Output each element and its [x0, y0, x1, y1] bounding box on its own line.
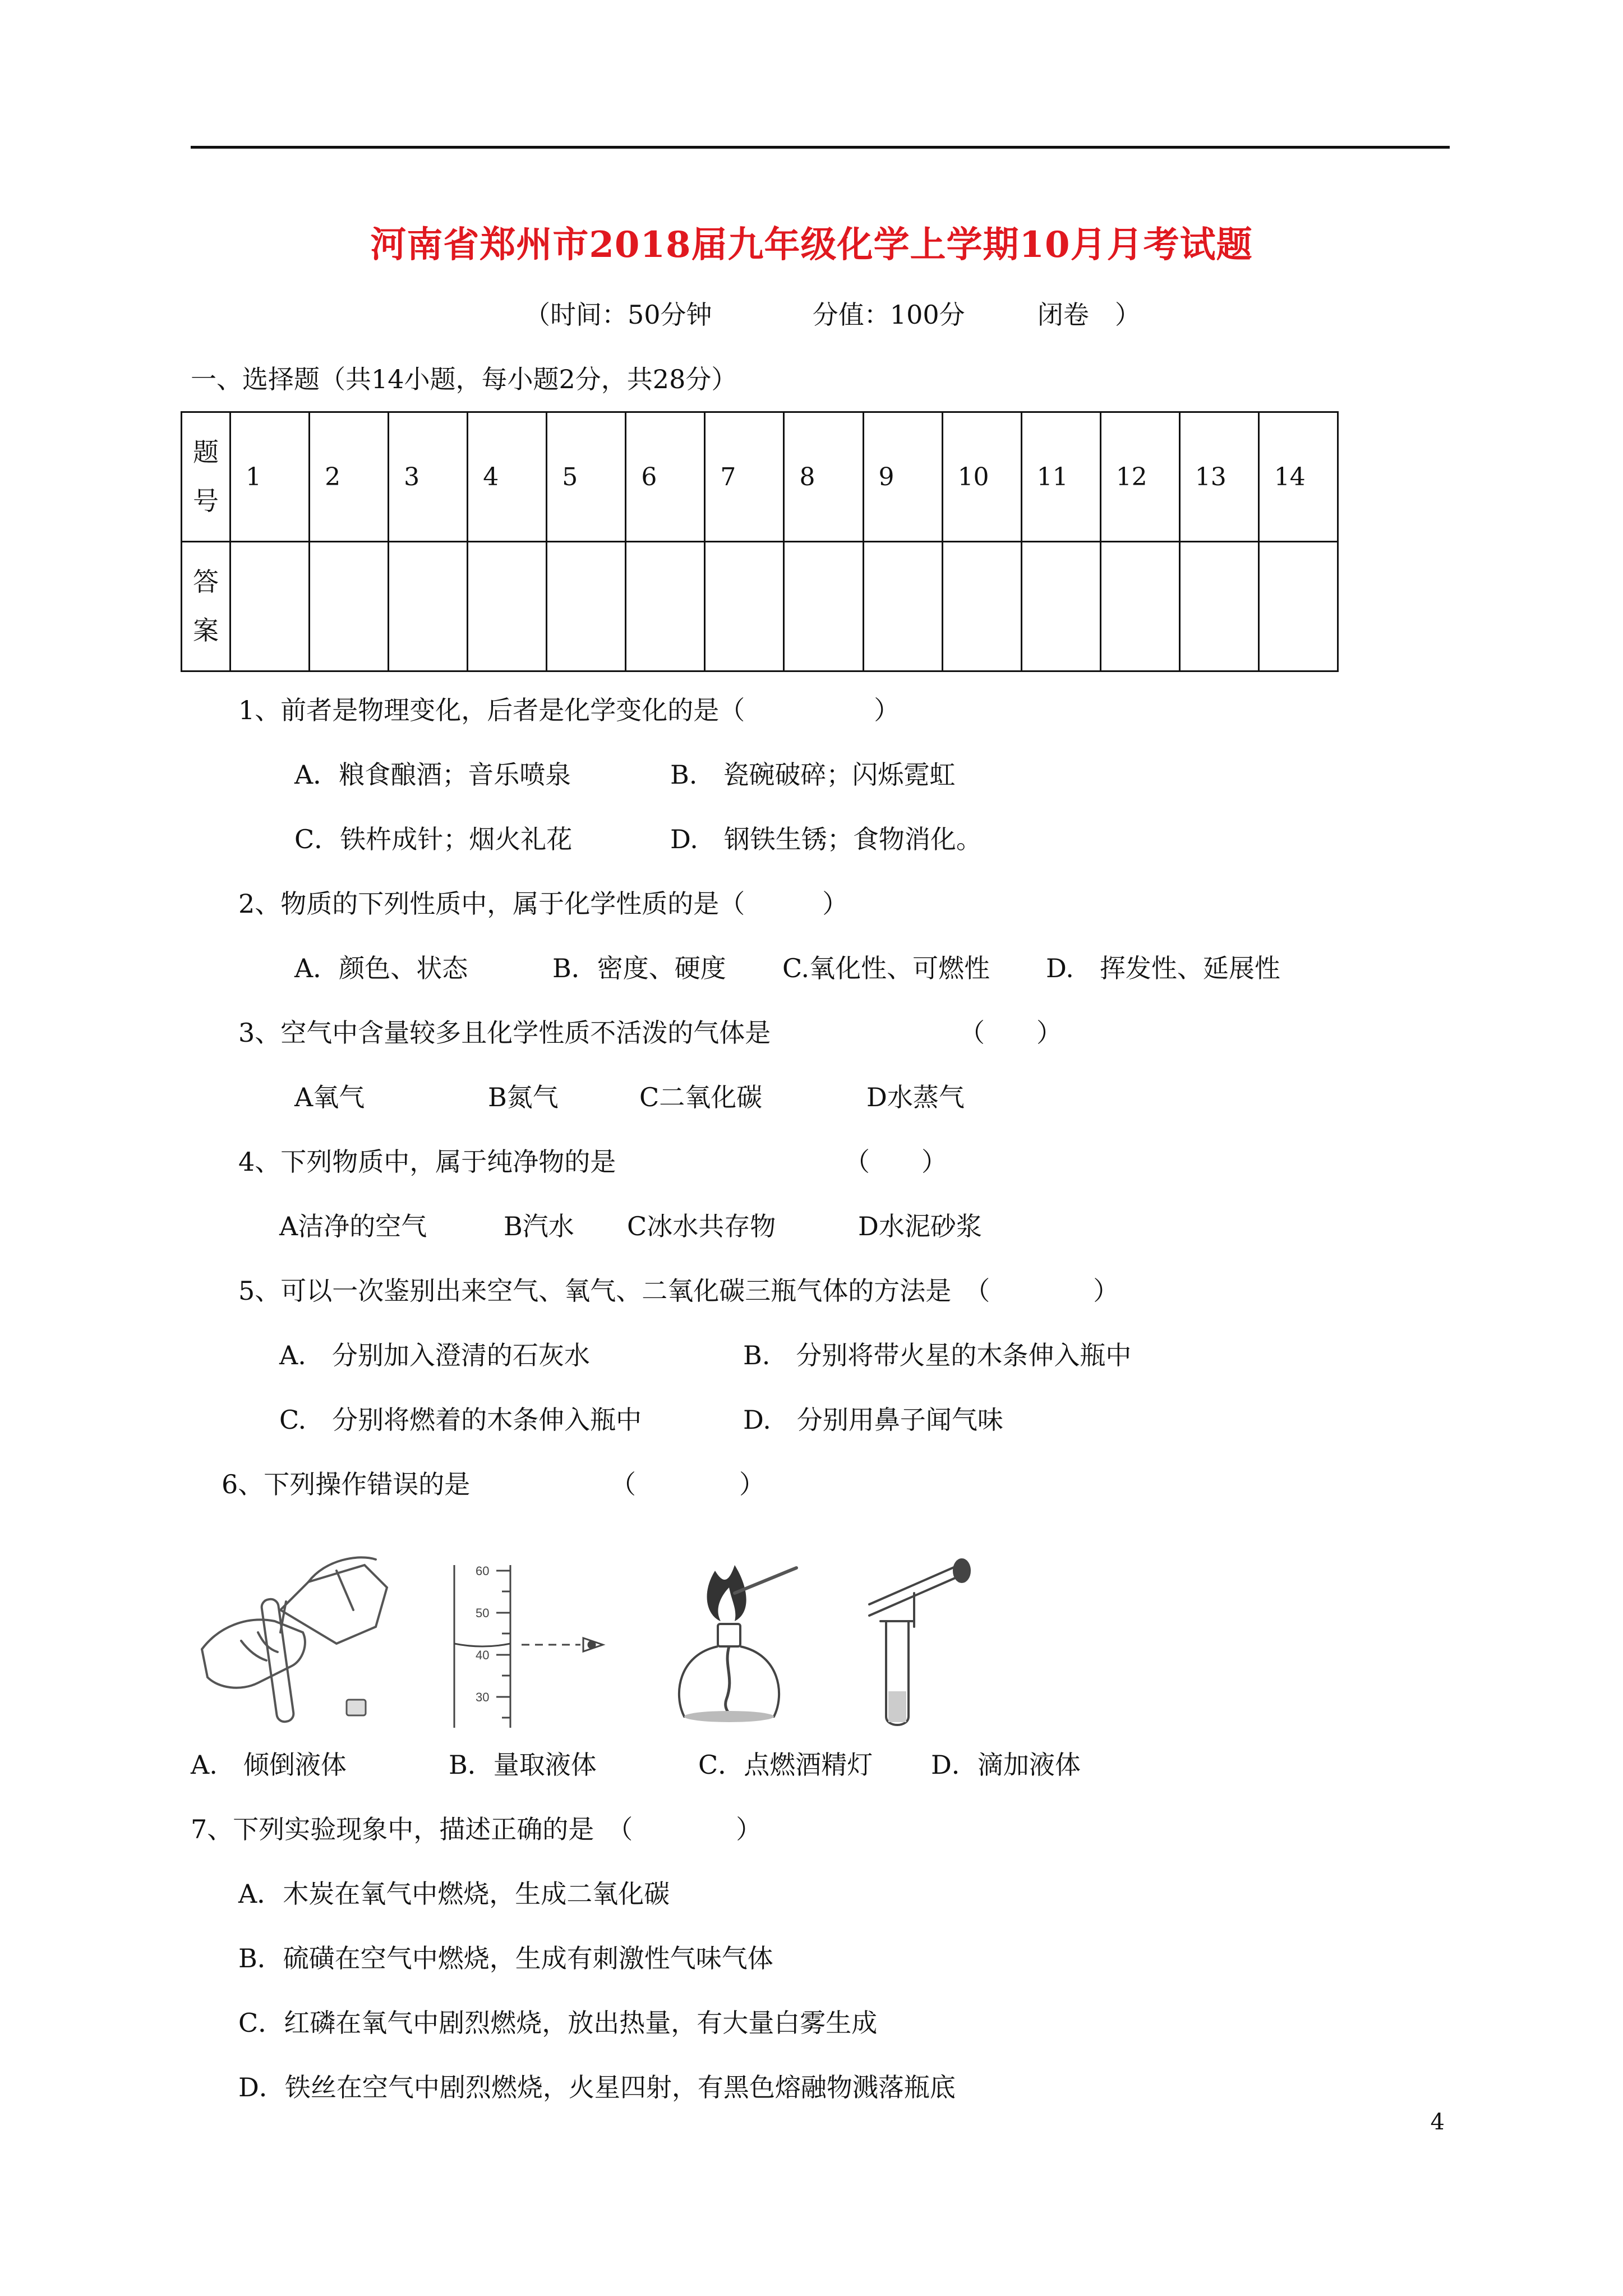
answer-cell[interactable]: [705, 542, 784, 671]
question-number: 6: [626, 412, 705, 542]
section-heading: 一、选择题（共14小题，每小题2分，共28分）: [191, 364, 737, 394]
page-title: 河南省郑州市2018届九年级化学上学期10月月考试题: [370, 224, 1253, 266]
question-number: 14: [1258, 412, 1338, 542]
q6-stem: 6、下列操作错误的是: [222, 1469, 471, 1499]
alcohol-lamp-figure: [662, 1554, 808, 1733]
table-row: [182, 412, 1338, 542]
q2-option-b: B．密度、硬度: [552, 953, 726, 983]
question-number: 4: [468, 412, 547, 542]
answer-cell[interactable]: [1021, 542, 1100, 671]
exam-score: 分值：100分: [812, 300, 965, 330]
q7-option-a: A．木炭在氧气中燃烧，生成二氧化碳: [238, 1879, 670, 1909]
q7-option-c: C．红磷在氧气中剧烈燃烧，放出热量，有大量白雾生成: [238, 2008, 878, 2038]
question-number: 11: [1021, 412, 1100, 542]
q5-option-a: A. 分别加入澄清的石灰水: [279, 1340, 590, 1370]
question-number: 2: [310, 412, 389, 542]
q3-option-d: D水蒸气: [866, 1082, 965, 1112]
answer-cell[interactable]: [1179, 542, 1258, 671]
q7-option-b: B．硫磺在空气中燃烧，生成有刺激性气味气体: [238, 1943, 773, 1973]
header-label: 题 号: [182, 412, 230, 542]
q1-option-b: B. 瓷碗破碎；闪烁霓虹: [670, 760, 956, 790]
exam-time: （时间：50分钟: [524, 300, 712, 330]
answer-cell[interactable]: [468, 542, 547, 671]
q6-option-d: D．滴加液体: [931, 1750, 1081, 1780]
answer-cell[interactable]: [1258, 542, 1338, 671]
answer-cell[interactable]: [547, 542, 626, 671]
q5-option-d: D. 分别用鼻子闻气味: [743, 1405, 1003, 1435]
q7-stem: 7、下列实验现象中，描述正确的是 （ ）: [191, 1814, 762, 1844]
q3-option-b: B氮气: [488, 1082, 559, 1112]
exam-closed: 闭卷 ）: [1037, 300, 1141, 330]
question-number: 3: [389, 412, 468, 542]
dropper-test-tube-figure: [852, 1554, 981, 1733]
question-number: 12: [1100, 412, 1179, 542]
q5-stem: 5、可以一次鉴别出来空气、氧气、二氧化碳三瓶气体的方法是 （ ）: [238, 1276, 1119, 1306]
q6-option-c: C．点燃酒精灯: [698, 1750, 873, 1780]
tick-label: 40: [476, 1648, 490, 1662]
question-number: 5: [547, 412, 626, 542]
q1-option-a: A．粮食酿酒；音乐喷泉: [294, 760, 571, 790]
answer-cell[interactable]: [1100, 542, 1179, 671]
answer-cell[interactable]: [863, 542, 942, 671]
q2-option-a: A．颜色、状态: [294, 953, 468, 983]
page-number: 4: [1430, 2109, 1445, 2135]
answer-cell[interactable]: [389, 542, 468, 671]
q4-option-b: B汽水: [504, 1211, 574, 1241]
q1-stem: 1、前者是物理变化，后者是化学变化的是（ ）: [238, 695, 900, 725]
table-row: [182, 542, 1338, 671]
q5-option-c: C. 分别将燃着的木条伸入瓶中: [279, 1405, 642, 1435]
q1-option-d: D. 钢铁生锈；食物消化。: [670, 824, 982, 854]
q4-stem: 4、下列物质中，属于纯净物的是: [238, 1147, 616, 1177]
q3-option-a: A氧气: [294, 1082, 365, 1112]
tick-label: 50: [476, 1606, 490, 1620]
q2-option-d: D. 挥发性、延展性: [1046, 953, 1280, 983]
q7-option-d: D．铁丝在空气中剧烈燃烧，火星四射，有黑色熔融物溅落瓶底: [238, 2072, 956, 2102]
tick-label: 60: [476, 1564, 490, 1578]
q4-paren: （ ）: [844, 1147, 947, 1177]
q3-stem: 3、空气中含量较多且化学性质不活泼的气体是: [238, 1018, 771, 1048]
question-number: 10: [942, 412, 1021, 542]
answer-table: [181, 411, 1339, 672]
q4-option-a: A洁净的空气: [279, 1211, 427, 1241]
question-number: 7: [705, 412, 784, 542]
q2-option-c: C.氧化性、可燃性: [782, 953, 990, 983]
q3-paren: （ ）: [959, 1018, 1062, 1048]
question-number: 13: [1179, 412, 1258, 542]
q5-option-b: B. 分别将带火星的木条伸入瓶中: [743, 1340, 1132, 1370]
question-number: 8: [784, 412, 863, 542]
answer-cell[interactable]: [784, 542, 863, 671]
question-number: 1: [230, 412, 310, 542]
graduated-cylinder-figure: [443, 1559, 628, 1733]
answer-cell[interactable]: [626, 542, 705, 671]
q4-option-d: D水泥砂浆: [858, 1211, 982, 1241]
q6-option-a: A. 倾倒液体: [191, 1750, 347, 1780]
q1-option-c: C．铁杵成针；烟火礼花: [294, 824, 573, 854]
answer-label: 答 案: [182, 542, 230, 671]
exam-info: [524, 295, 1141, 332]
q4-option-c: C冰水共存物: [627, 1211, 776, 1241]
answer-cell[interactable]: [230, 542, 310, 671]
answer-cell[interactable]: [310, 542, 389, 671]
question-number: 9: [863, 412, 942, 542]
pouring-liquid-figure: [196, 1548, 398, 1733]
q2-stem: 2、物质的下列性质中，属于化学性质的是（ ）: [238, 889, 849, 919]
top-rule: [191, 146, 1450, 149]
q3-option-c: C二氧化碳: [639, 1082, 763, 1112]
q6-option-b: B．量取液体: [449, 1750, 597, 1780]
q6-paren: （ ）: [610, 1469, 765, 1499]
tick-label: 30: [476, 1690, 490, 1704]
answer-cell[interactable]: [942, 542, 1021, 671]
